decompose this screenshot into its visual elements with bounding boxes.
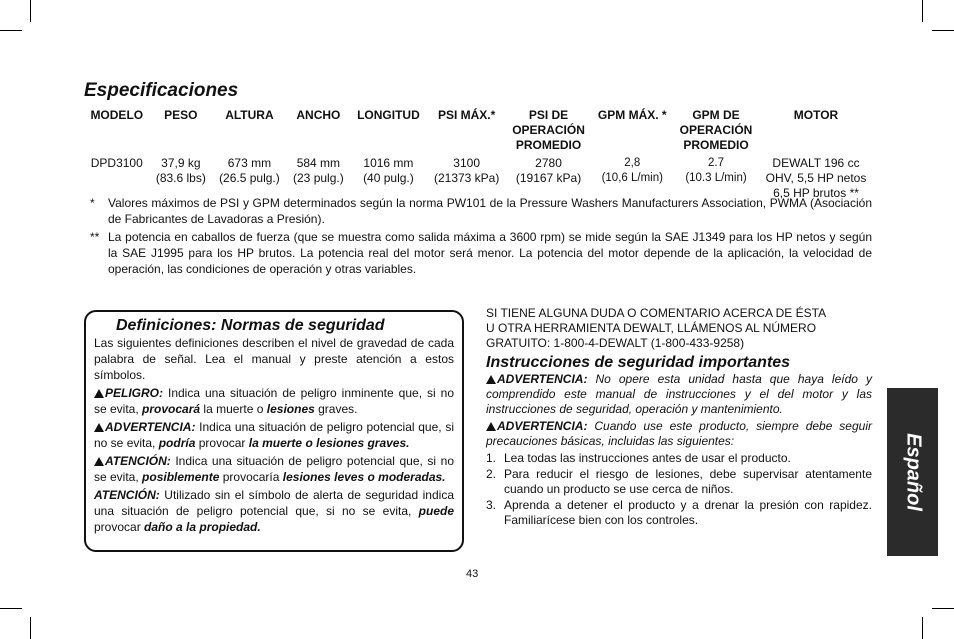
list-item: 3. Aprenda a detener el producto y a drenar la presión con rapidez. Familiarícese bien con los controles.: [486, 498, 872, 527]
crop-mark: [30, 617, 31, 639]
cell-gpm-avg: 2.7 (10.3 L/min): [685, 157, 747, 184]
footnote-text: Valores máximos de PSI y GPM determinados según la norma PW101 de la Pressure Washers Manufacturers Association, PWMA (Asociación de Fabricantes de Lavadoras a Presión).: [108, 196, 872, 226]
cell-height: 673 mm (26.5 pulg.): [219, 156, 280, 185]
section-title: Especificaciones: [84, 80, 239, 101]
header-psi-max: PSI MÁX.*: [437, 108, 496, 122]
warning-triangle-icon: [94, 423, 104, 432]
definition-atencion-property: ATENCIÓN: Utilizado sin el símbolo de alerta de seguridad indica una situación de peligro potencial que, si no se evita, puede provocar daño a la propiedad.: [94, 488, 454, 534]
spec-data-row: [84, 153, 874, 201]
footnote-text: La potencia en caballos de fuerza (que se muestra como salida máxima a 3600 rpm) se mide según la SAE J1349 para los HP netos y según la SAE J1995 para los HP brutos. La potencia real del motor será menor. La potencia del motor depende de la aplicación, la velocidad de operación, las condiciones de operación y otras variables.: [108, 230, 872, 276]
cell-psi-avg: 2780 (19167 kPa): [515, 156, 582, 185]
header-model: MODELO: [90, 108, 144, 122]
definitions-title: Definiciones: Normas de seguridad: [116, 317, 385, 334]
definition-atencion: ATENCIÓN: Indica una situación de peligro potencial que, si no se evita, posiblemente provocaría lesiones leves o moderadas.: [94, 454, 454, 484]
header-weight: PESO: [164, 108, 198, 122]
header-motor: MOTOR: [793, 108, 839, 122]
crop-mark: [932, 608, 954, 609]
crop-mark: [922, 617, 923, 639]
header-width: ANCHO: [296, 108, 341, 122]
footnote-mark: **: [90, 230, 100, 244]
list-item: 1. Lea todas las instrucciones antes de usar el producto.: [486, 451, 791, 465]
warning-triangle-icon: [486, 375, 496, 384]
header-psi-avg: PSI DE OPERACIÓN PROMEDIO: [512, 108, 585, 152]
header-gpm-max: GPM MÁX. *: [597, 108, 667, 122]
spec-header-row: [84, 108, 874, 153]
definition-advertencia: ADVERTENCIA: Indica una situación de peligro potencial que, si no se evita, podría provocar la muerte o lesiones graves.: [94, 420, 454, 450]
list-item: 2. Para reducir el riesgo de lesiones, debe supervisar atentamente cuando un producto se use cerca de niños.: [486, 467, 872, 496]
warning-read-manual: ADVERTENCIA: No opere esta unidad hasta que haya leído y comprendido este manual de instrucciones y el del motor y las instrucciones de seguridad, operación y mantenimiento.: [486, 372, 872, 416]
cell-gpm-max: 2,8 (10,6 L/min): [601, 157, 663, 184]
language-tab-label: Español: [902, 433, 924, 511]
definition-peligro: PELIGRO: Indica una situación de peligro inminente que, si no se evita, provocará la muerte o lesiones graves.: [94, 386, 454, 416]
cell-width: 584 mm (23 pulg.): [293, 156, 344, 185]
cell-model: DPD3100: [90, 156, 143, 170]
instructions-title: Instrucciones de seguridad importantes: [486, 354, 791, 371]
warning-precautions: ADVERTENCIA: Cuando use este producto, siempre debe seguir precauciones básicas, incluidas las siguientes:: [486, 419, 872, 448]
definitions-intro: Las siguientes definiciones describen el nivel de gravedad de cada palabra de señal. Lea el manual y preste atención a estos símbolos.: [94, 336, 454, 382]
footnote: [90, 195, 872, 227]
crop-mark: [0, 30, 22, 31]
header-height: ALTURA: [225, 108, 274, 122]
crop-mark: [932, 30, 954, 31]
page-number: 43: [466, 568, 479, 580]
header-length: LONGITUD: [357, 108, 420, 122]
safety-instructions: [486, 306, 872, 529]
spec-table: [84, 108, 874, 201]
crop-mark: [30, 0, 31, 22]
footnotes: [90, 195, 872, 279]
warning-triangle-icon: [94, 457, 104, 466]
cell-weight: 37,9 kg (83.6 lbs): [155, 156, 206, 185]
cell-motor: DEWALT 196 cc OHV, 5,5 HP netos 6,5 HP brutos **: [765, 156, 867, 200]
crop-mark: [0, 608, 22, 609]
crop-mark: [922, 0, 923, 22]
cell-psi-max: 3100 (21373 kPa): [433, 156, 500, 185]
warning-triangle-icon: [486, 422, 496, 431]
instructions-list: [486, 451, 872, 528]
footnote: [90, 229, 872, 277]
footnote-mark: *: [90, 196, 95, 210]
warning-triangle-icon: [94, 389, 104, 398]
contact-info: SI TIENE ALGUNA DUDA O COMENTARIO ACERCA DE ÉSTA U OTRA HERRAMIENTA DEWALT, LLÁMENOS AL NÚMERO GRATUITO: 1-800-4-DEWALT (1-800-433-9258): [486, 306, 826, 350]
language-tab: [887, 388, 938, 556]
header-gpm-avg: GPM DE OPERACIÓN PROMEDIO: [679, 108, 753, 152]
cell-length: 1016 mm (40 pulg.): [363, 156, 414, 185]
definitions-box: [84, 310, 464, 552]
